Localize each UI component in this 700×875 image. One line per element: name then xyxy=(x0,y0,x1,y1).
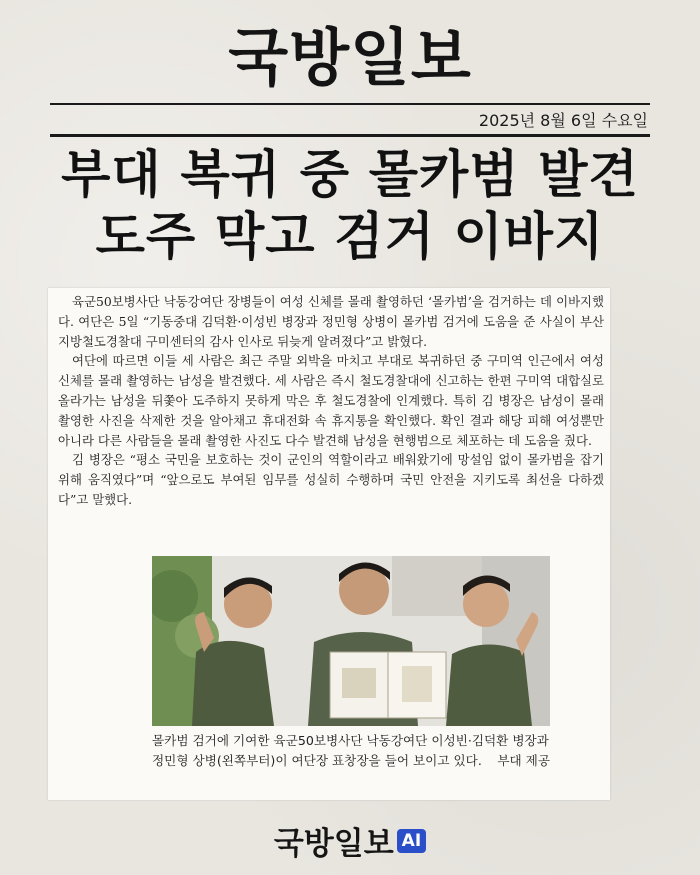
footer-logo: 국방일보 xyxy=(273,826,394,862)
dateline: 2025년 8월 6일 수요일 xyxy=(478,111,648,130)
caption-text: 몰카범 검거에 기여한 육군50보병사단 낙동강여단 이성빈·김덕환 병장과 정민형 상병(왼쪽부터)이 여단장 표창장을 들어 보이고 있다. xyxy=(152,733,549,768)
masthead-logo: 국방일보 xyxy=(228,21,472,94)
headline-line-1: 부대 복귀 중 몰카범 발견 xyxy=(61,146,639,205)
article-body xyxy=(58,292,604,510)
article-paragraph: 육군50보병사단 낙동강여단 장병들이 여성 신체를 몰래 촬영하던 ‘몰카범’을 검거하는 데 이바지했다. 여단은 5일 “기동중대 김덕환·이성빈 병장과 정민형 상병이 몰카범 검거에 도움을 준 사실이 부산지방철도경찰대 구미센터의 감사 인사로 뒤늦게 알려졌다”고 밝혔다. xyxy=(58,294,604,349)
headline xyxy=(0,145,700,269)
article-paragraph: 김 병장은 “평소 국민을 보호하는 것이 군인의 역할이라고 배워왔기에 망설임 없이 몰카범을 잡기 위해 움직였다”며 “앞으로도 부여된 임무를 성실히 수행하며 국민 안전을 지키도록 최선을 다하겠다”고 말했다. xyxy=(58,452,604,507)
footer xyxy=(0,818,700,863)
soldiers-photo-illustration xyxy=(152,556,550,726)
headline-line-2: 도주 막고 검거 이바지 xyxy=(95,208,605,267)
ai-badge: AI xyxy=(397,829,426,853)
bottom-divider xyxy=(50,134,650,137)
article-photo xyxy=(152,556,550,726)
article-paragraph: 여단에 따르면 이들 세 사람은 최근 주말 외박을 마치고 부대로 복귀하던 중 구미역 인근에서 여성 신체를 몰래 촬영하는 남성을 발견했다. 세 사람은 즉시 철도경찰대에 신고하는 한편 구미역 대합실로 올라가는 남성을 뒤쫓아 도주하지 못하게 막은 후 철도경찰에 인계했다. 특히 김 병장은 남성이 몰래 촬영한 사진을 삭제한 것을 알아채고 휴대전화 속 휴지통을 확인했다. 확인 결과 해당 피해 여성뿐만 아니라 다른 사람들을 몰래 촬영한 사진도 다수 발견해 남성을 현행범으로 체포하는 데 도움을 줬다. xyxy=(58,353,604,448)
photo-caption xyxy=(152,731,550,771)
photo-credit: 부대 제공 xyxy=(497,753,550,768)
top-divider xyxy=(50,103,650,105)
